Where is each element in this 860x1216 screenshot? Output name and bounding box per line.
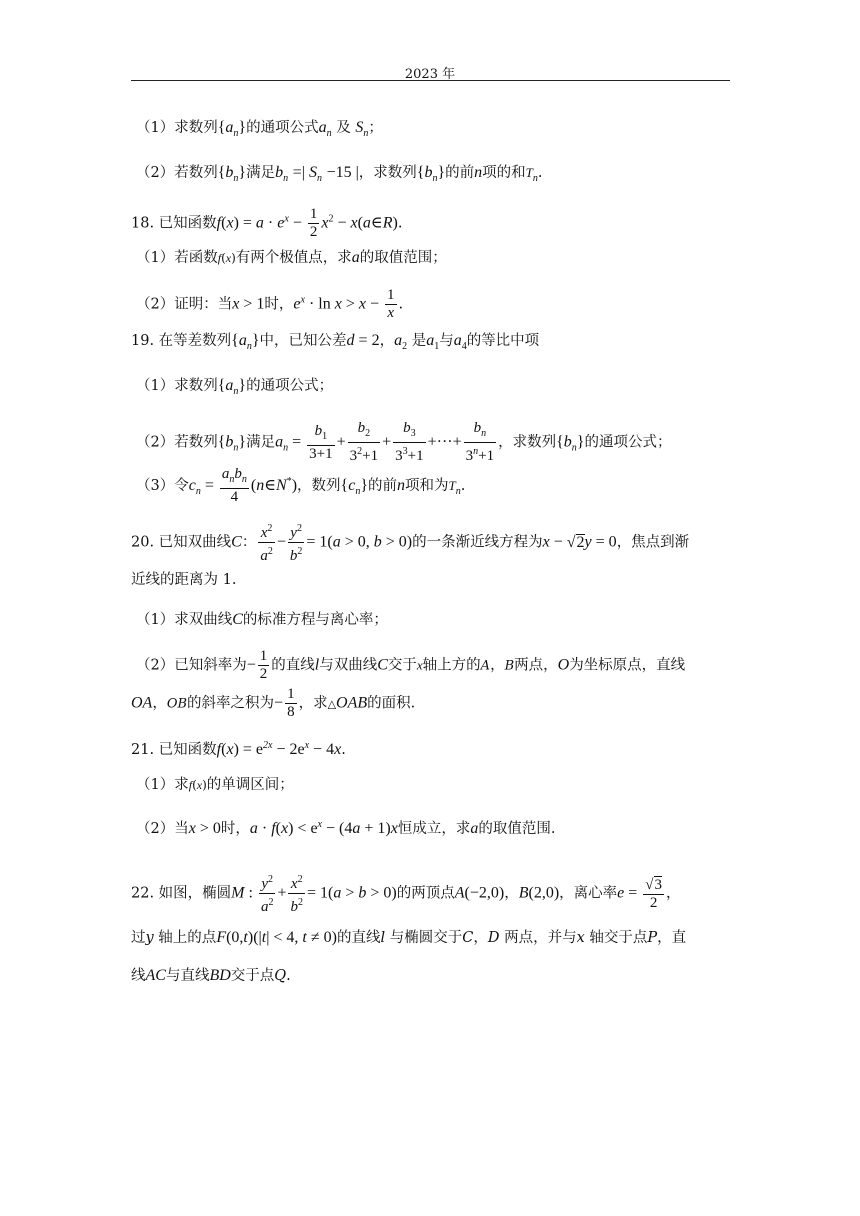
q19-part2: （2）若数列$\{b_n\}$满足$a_n$ = $\frac{b_1}{3+1}$ + $\frac{b_2}{3^2+1}$ + $\frac{b_3}{3^3+1}$ +···+ $\frac{b_n}{3^n+1}$ ，求数列$\{b_n\}$的通项公式； — [136, 420, 672, 464]
q21-part1: （1）求f(x)的单调区间； — [136, 777, 294, 793]
q21-part2: （2）当x > 0时，$a \cdot f(x) < e^x - (4a + 1)x$恒成立，求a的取值范围. — [136, 819, 556, 837]
q19-part1: （1）求数列$\{a_n\}$的通项公式； — [136, 377, 334, 397]
q18-part2: （2）证明：当x > 1时，$e^x \cdot \ln x > x$ − $\frac{1}{x}$ . — [136, 287, 404, 321]
q17-part2: （2）若数列$\{b_n\}$满足$b_n$ =| $S_n -15$ |，求数列$\{b_n\}$的前n项的和$T_n$. — [136, 164, 543, 184]
q18-stem: 18. 已知函数$f(x) = a \cdot e^x$ − $\frac{1}{2}$ $x^2$ − x(a∈R). — [131, 206, 403, 240]
q22-stem: 22. 如图，椭圆M : $\frac{y^2}{a^2}$ + $\frac{x^2}{b^2}$ = 1(a > b > 0)的两顶点A(−2,0)，B(2,0)，离心率e = $\frac{√3}{2}$ ， — [131, 871, 731, 916]
q20-stem-cont: 近线的距离为 1. — [131, 572, 237, 588]
q18-part1: （1）若函数f(x)有两个极值点，求a的取值范围； — [136, 249, 447, 266]
q20-stem: 20. 已知双曲线C： $\frac{x^2}{a^2}$ − $\frac{y^2}{b^2}$ = 1(a > 0, b > 0)的一条渐近线方程为x − √2y = 0，焦点到渐 — [131, 520, 731, 565]
q17-part1: （1）求数列$\{a_n\}$的通项公式$a_n$ 及 $S_n$； — [136, 119, 383, 139]
q20-part1: （1）求双曲线C的标准方程与离心率； — [136, 611, 388, 628]
q22-line2: 过y 轴上的点F(0,t)(|t| < 4, t ≠ 0)的直线l 与椭圆交于C，D 两点，并与x 轴交于点P，直 — [131, 929, 687, 946]
q19-stem: 19. 在等差数列$\{a_n\}$中，已知公差d = 2，$a_2$ 是$a_1$与$a_4$的等比中项 — [131, 332, 540, 352]
header-divider — [131, 80, 730, 81]
q19-part3: （3）令$c_n$ = $\frac{a_nb_n}{4}$ (n∈N*)，数列$\{c_n\}$的前n项和为$T_n$. — [136, 466, 466, 505]
q20-part2: （2）已知斜率为− $\frac{1}{2}$ 的直线l与双曲线C交于x轴上方的A，B两点，O为坐标原点，直线 — [136, 648, 686, 682]
q20-part2-cont: OA，OB的斜率之积为− $\frac{1}{8}$ ，求△OAB的面积. — [131, 686, 416, 720]
q22-line3: 线AC与直线BD交于点Q. — [131, 967, 291, 984]
page-header-year: 2023 年 — [404, 67, 456, 82]
q21-stem: 21. 已知函数$f(x) = e^{2x} - 2e^x - 4x$. — [131, 740, 346, 758]
